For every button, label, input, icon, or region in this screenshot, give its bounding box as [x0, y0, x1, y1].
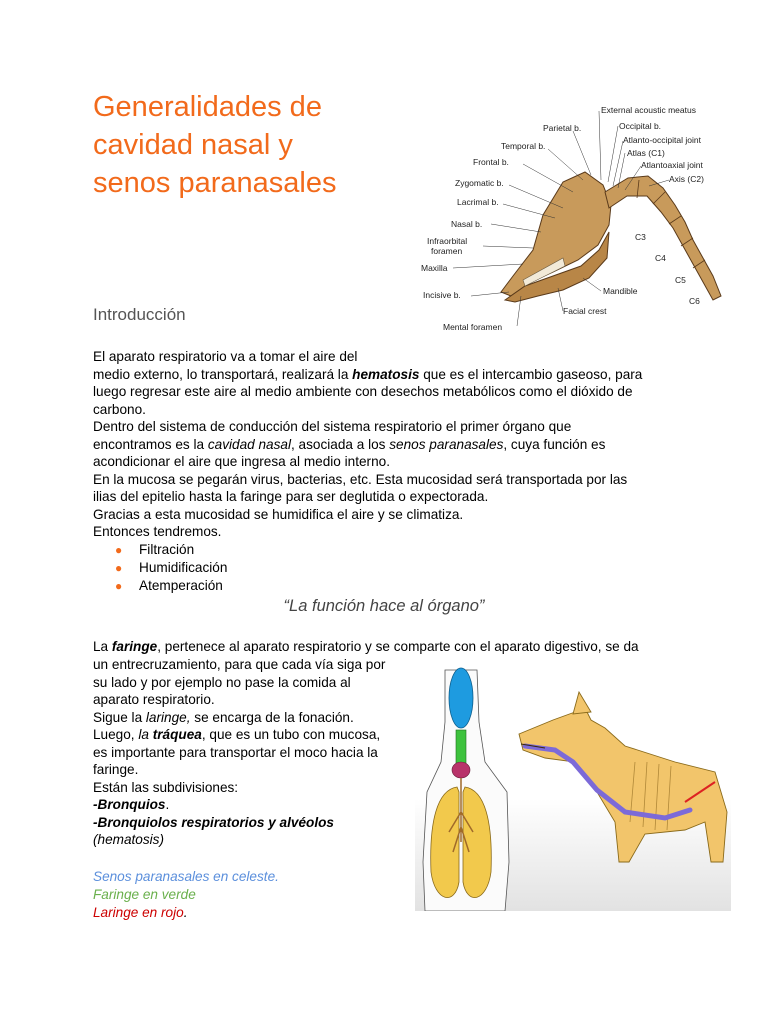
horse-skull-diagram [413, 100, 735, 336]
intro-line: Entonces tendremos. [93, 524, 222, 539]
faringe-line: Están las subdivisiones: [93, 779, 239, 795]
respiratory-anatomy-illustration [415, 662, 731, 911]
label-foramen: foramen [431, 246, 463, 256]
legend-red [93, 904, 279, 922]
bullet-icon: ● [115, 543, 123, 557]
list-item-label: Filtración [139, 542, 195, 557]
label-c4: C4 [655, 253, 666, 263]
term-bronquiolos: -Bronquiolos respiratorios y alvéolos [93, 814, 334, 830]
text-run: La [93, 639, 112, 654]
color-legend [93, 868, 279, 922]
term-hematosis: hematosis [352, 366, 420, 382]
label-zygomatic: Zygomatic b. [455, 178, 504, 188]
larynx-red [452, 762, 470, 778]
text-run: , pertenece al aparato respiratorio y se comparte con el aparato digestivo, se da [157, 639, 639, 654]
list-item-label: Humidificación [139, 560, 228, 575]
legend-green: Faringe en verde [93, 887, 196, 902]
text-run: que es el intercambio gaseoso, para [419, 366, 643, 382]
faringe-first-line [93, 638, 673, 656]
title-line-2: cavidad nasal y [93, 129, 293, 161]
intro-line: Gracias a esta mucosidad se humidifica el aire y se climatiza. [93, 506, 464, 522]
label-external-acoustic-meatus: External acoustic meatus [601, 105, 696, 115]
text-run: la [138, 727, 153, 742]
label-mandible: Mandible [603, 286, 638, 296]
text-run: . [165, 797, 170, 812]
intro-line: luego regresar este aire al medio ambiente con desechos metabólicos como el dióxido de [93, 384, 633, 399]
label-facial-crest: Facial crest [563, 306, 607, 316]
faringe-line [93, 709, 403, 727]
legend-red-label: Laringe en rojo [93, 905, 184, 920]
quote: “La función hace al órgano” [283, 597, 485, 615]
term-hematosis-note: (hematosis) [93, 832, 165, 847]
pharynx-green [456, 730, 466, 766]
list-item [112, 541, 227, 559]
title-line-3: senos paranasales [93, 167, 337, 199]
label-atlantoaxial: Atlantoaxial joint [641, 160, 703, 170]
label-c6: C6 [689, 296, 700, 306]
section-heading-introduccion: Introducción [93, 305, 186, 324]
faringe-line [93, 796, 403, 814]
intro-paragraph [93, 348, 673, 541]
term-bronquios: -Bronquios [93, 797, 166, 812]
text-run: se encarga de la fonación. [190, 709, 354, 725]
label-occipital: Occipital b. [619, 121, 662, 131]
label-atlas: Atlas (C1) [627, 148, 665, 158]
document-title [93, 88, 413, 202]
text-run: , que es un tubo con mucosa, [201, 727, 381, 742]
faringe-line [93, 814, 403, 832]
text-run: . [183, 905, 188, 920]
label-temporal: Temporal b. [501, 141, 546, 151]
label-frontal: Frontal b. [473, 157, 509, 167]
list-item [112, 559, 227, 577]
intro-line [93, 366, 673, 384]
term-cavidad-nasal: cavidad nasal [207, 436, 291, 452]
label-atlanto-occipital: Atlanto-occipital joint [623, 135, 701, 145]
faringe-line [93, 831, 403, 849]
term-senos-paranasales: senos paranasales [389, 436, 504, 452]
text-run: , cuya función es [503, 436, 606, 452]
faringe-line: un entrecruzamiento, para que cada vía siga por [93, 657, 386, 672]
text-run: Luego, [93, 727, 139, 742]
legend-blue: Senos paranasales en celeste. [93, 869, 279, 884]
text-run: , asociada a los [291, 436, 390, 452]
text-run: medio externo, lo transportará, realizará la [93, 366, 353, 382]
faringe-line [93, 726, 403, 744]
term-faringe: faringe [111, 639, 158, 654]
label-mental-foramen: Mental foramen [443, 322, 503, 332]
intro-line: ilias del epitelio hasta la faringe para ser deglutida o expectorada. [93, 489, 489, 504]
intro-line: Dentro del sistema de conducción del sistema respiratorio el primer órgano que [93, 419, 572, 434]
function-list [112, 541, 227, 595]
faringe-paragraph [93, 656, 403, 849]
faringe-line: es importante para transportar el moco hacia la [93, 744, 378, 760]
title-line-1: Generalidades de [93, 91, 322, 123]
term-traquea: tráquea [152, 727, 202, 742]
label-c3: C3 [635, 232, 646, 242]
intro-line: carbono. [93, 401, 146, 417]
intro-line: En la mucosa se pegarán virus, bacterias, etc. Esta mucosidad será transportada por las [93, 471, 628, 487]
faringe-line: aparato respiratorio. [93, 692, 215, 707]
intro-line: acondicionar el aire que ingresa al medio interno. [93, 454, 390, 469]
list-item-label: Atemperación [139, 578, 223, 593]
intro-line: El aparato respiratorio va a tomar el aire del [93, 349, 358, 364]
label-nasal: Nasal b. [451, 219, 483, 229]
label-incisive: Incisive b. [423, 290, 461, 300]
intro-line [93, 436, 673, 454]
label-maxilla: Maxilla [421, 263, 448, 273]
term-laringe: laringe, [145, 709, 191, 725]
bullet-icon: ● [115, 561, 123, 575]
text-run: Sigue la [93, 709, 146, 725]
faringe-line: su lado y por ejemplo no pase la comida al [93, 674, 351, 690]
bullet-icon: ● [115, 579, 123, 593]
label-axis: Axis (C2) [669, 174, 704, 184]
nasal-sinus-blue [449, 668, 473, 728]
label-infraorbital: Infraorbital [427, 236, 468, 246]
list-item [112, 577, 227, 595]
label-lacrimal: Lacrimal b. [457, 197, 499, 207]
cervical-vertebrae [605, 176, 721, 300]
label-parietal: Parietal b. [543, 123, 582, 133]
faringe-line: faringe. [93, 762, 139, 777]
label-c5: C5 [675, 275, 686, 285]
text-run: encontramos es la [93, 436, 208, 452]
